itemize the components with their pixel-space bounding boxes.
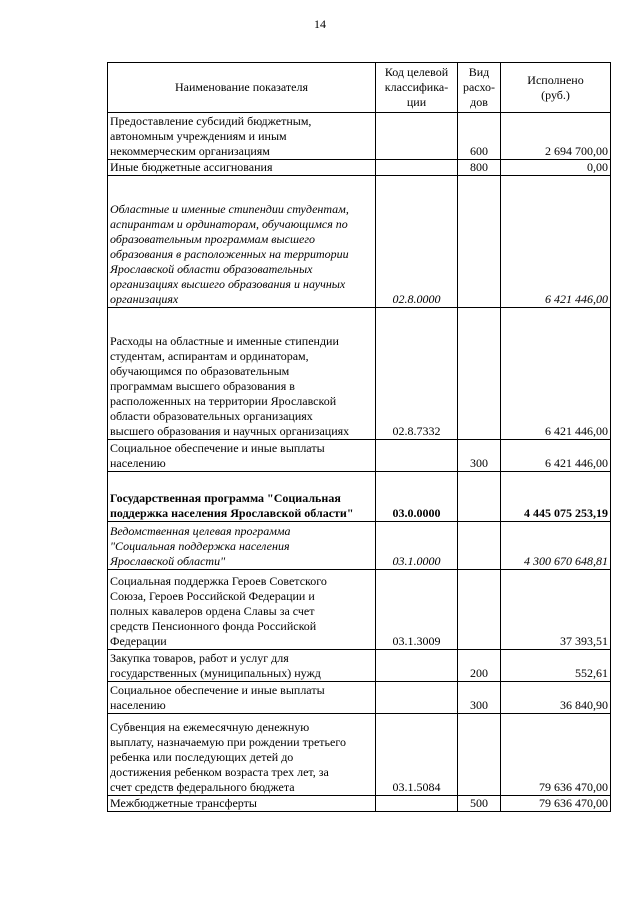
budget-table xyxy=(107,62,611,812)
row-name: Закупка товаров, работ и услуг для государственных (муниципальных) нужд xyxy=(108,650,376,682)
row-code xyxy=(376,113,458,160)
row-name: Государственная программа "Социальная поддержка населения Ярославской области" xyxy=(108,472,376,522)
row-name: Областные и именные стипендии студентам, аспирантам и ординаторам, обучающимся по образовательным программам высшего образования в расположенных на территории Ярославской области образовательных организациях высшего образования и научных организациях xyxy=(108,176,376,308)
table-row xyxy=(108,650,611,682)
table-row xyxy=(108,160,611,176)
table-row xyxy=(108,522,611,570)
row-vid: 200 xyxy=(458,650,501,682)
row-code xyxy=(376,682,458,714)
row-amount: 552,61 xyxy=(501,650,611,682)
row-name: Ведомственная целевая программа "Социальная поддержка населения Ярославской области" xyxy=(108,522,376,570)
row-code xyxy=(376,650,458,682)
row-vid: 600 xyxy=(458,113,501,160)
row-amount: 4 445 075 253,19 xyxy=(501,472,611,522)
row-amount: 79 636 470,00 xyxy=(501,714,611,796)
row-name: Межбюджетные трансферты xyxy=(108,796,376,812)
row-name: Иные бюджетные ассигнования xyxy=(108,160,376,176)
row-amount: 6 421 446,00 xyxy=(501,440,611,472)
table-header-row xyxy=(108,63,611,113)
table-row xyxy=(108,472,611,522)
row-amount: 2 694 700,00 xyxy=(501,113,611,160)
row-name: Предоставление субсидий бюджетным, автономным учреждениям и иным некоммерческим организациям xyxy=(108,113,376,160)
table-row xyxy=(108,570,611,650)
row-vid xyxy=(458,522,501,570)
row-vid xyxy=(458,308,501,440)
table-row xyxy=(108,176,611,308)
row-name: Социальное обеспечение и иные выплаты населению xyxy=(108,682,376,714)
row-name: Социальное обеспечение и иные выплаты населению xyxy=(108,440,376,472)
row-amount: 6 421 446,00 xyxy=(501,308,611,440)
row-code: 03.1.5084 xyxy=(376,714,458,796)
row-vid xyxy=(458,714,501,796)
row-code: 03.0.0000 xyxy=(376,472,458,522)
row-amount: 36 840,90 xyxy=(501,682,611,714)
row-vid: 300 xyxy=(458,440,501,472)
row-code xyxy=(376,160,458,176)
page-number: 14 xyxy=(314,17,326,31)
row-code: 02.8.7332 xyxy=(376,308,458,440)
table-row xyxy=(108,714,611,796)
row-name: Расходы на областные и именные стипендии студентам, аспирантам и ординаторам, обучающимся по образовательным программам высшего образования в расположенных на территории Ярославской области образовательных организациях высшего образования и научных организациях xyxy=(108,308,376,440)
row-amount: 37 393,51 xyxy=(501,570,611,650)
row-code: 03.1.3009 xyxy=(376,570,458,650)
row-code xyxy=(376,796,458,812)
row-vid xyxy=(458,176,501,308)
row-vid: 800 xyxy=(458,160,501,176)
table-row xyxy=(108,682,611,714)
header-name: Наименование показателя xyxy=(108,63,376,113)
row-name: Социальная поддержка Героев Советского Союза, Героев Российской Федерации и полных кавалеров ордена Славы за счет средств Пенсионного фонда Российской Федерации xyxy=(108,570,376,650)
row-vid: 500 xyxy=(458,796,501,812)
table-row xyxy=(108,308,611,440)
header-code: Код целевой классифика- ции xyxy=(376,63,458,113)
row-code: 02.8.0000 xyxy=(376,176,458,308)
table-row xyxy=(108,796,611,812)
table-row xyxy=(108,113,611,160)
header-amount: Исполнено (руб.) xyxy=(501,63,611,113)
row-vid: 300 xyxy=(458,682,501,714)
row-amount: 79 636 470,00 xyxy=(501,796,611,812)
row-name: Субвенция на ежемесячную денежную выплату, назначаемую при рождении третьего ребенка или последующих детей до достижения ребенком возраста трех лет, за счет средств федерального бюджета xyxy=(108,714,376,796)
row-amount: 4 300 670 648,81 xyxy=(501,522,611,570)
row-code xyxy=(376,440,458,472)
row-vid xyxy=(458,472,501,522)
row-amount: 6 421 446,00 xyxy=(501,176,611,308)
table-row xyxy=(108,440,611,472)
row-amount: 0,00 xyxy=(501,160,611,176)
row-code: 03.1.0000 xyxy=(376,522,458,570)
header-vid: Вид расхо- дов xyxy=(458,63,501,113)
row-vid xyxy=(458,570,501,650)
